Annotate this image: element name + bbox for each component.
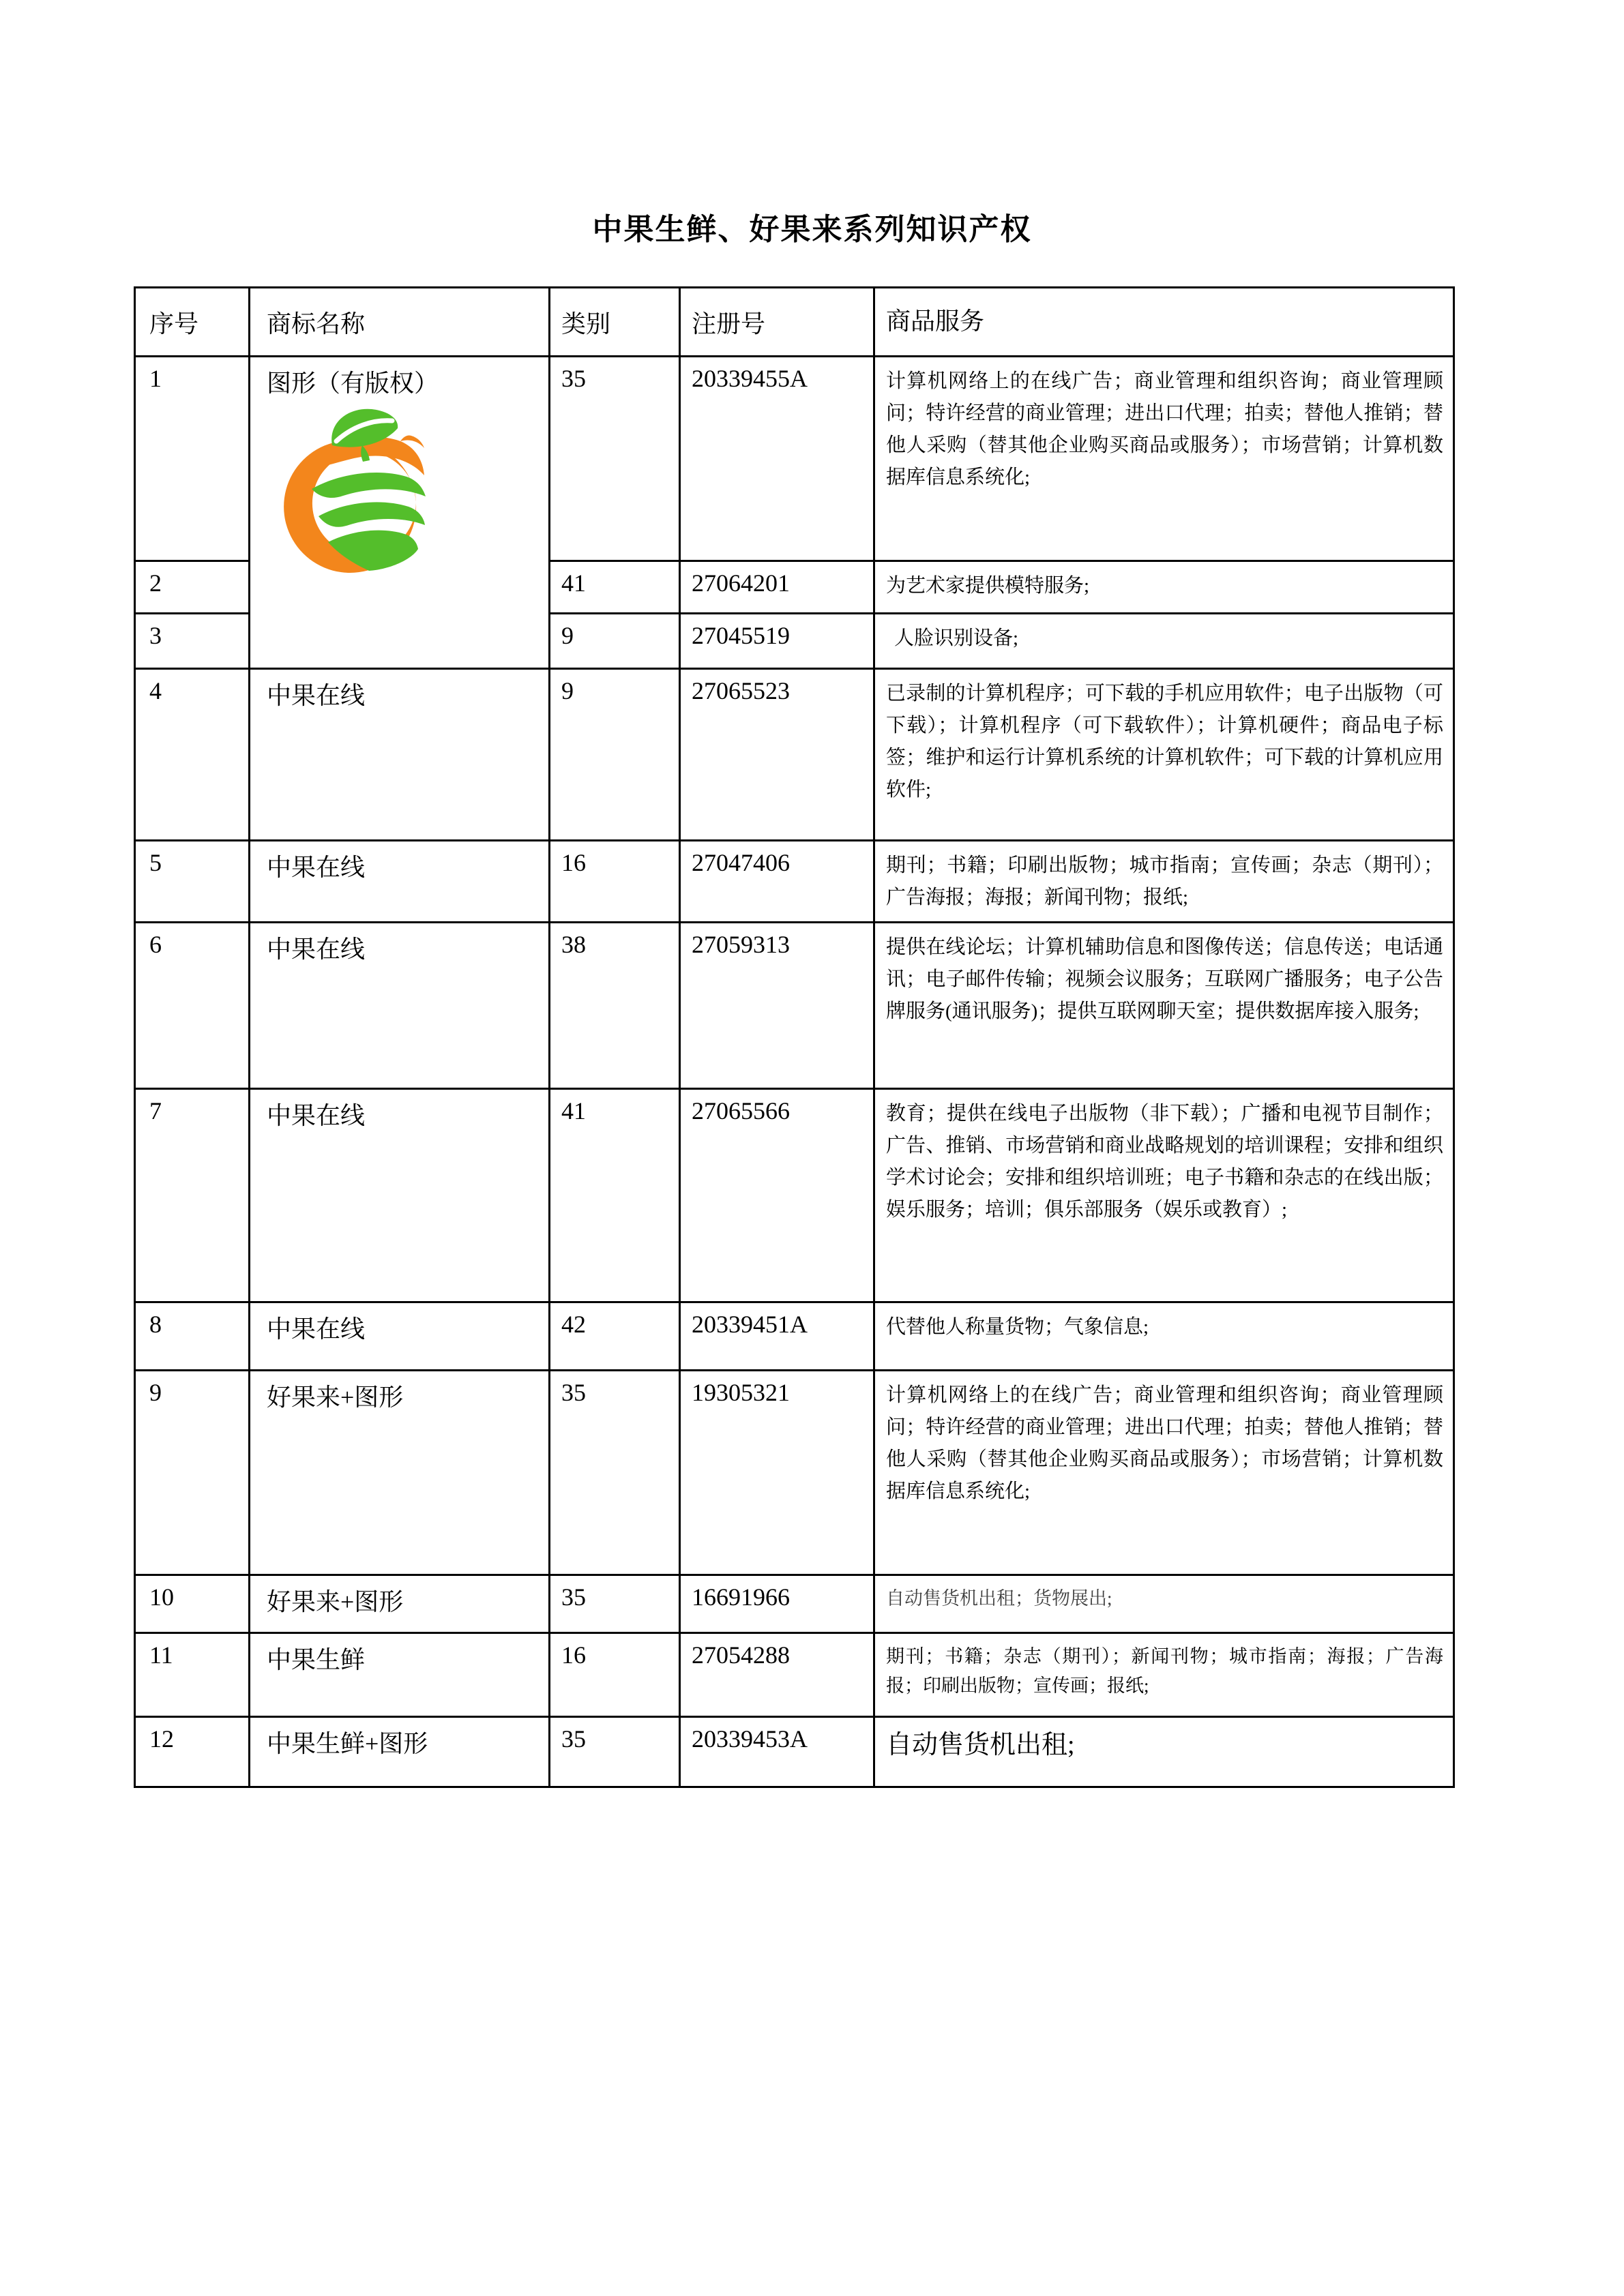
services-cell: 教育；提供在线电子出版物（非下载）；广播和电视节目制作；广告、推销、市场营销和商业战略规划的培训课程；安排和组织学术讨论会；安排和组织培训班；电子书籍和杂志的在线出版；娱乐服务；培训；俱乐部服务（娱乐或教育）; bbox=[874, 1089, 1454, 1302]
trademark-name-cell: 好果来+图形 bbox=[250, 1371, 550, 1575]
services-cell: 期刊；书籍；杂志（期刊）；新闻刊物；城市指南；海报；广告海报；印刷出版物；宣传画；报纸; bbox=[874, 1633, 1454, 1717]
header-services: 商品服务 bbox=[874, 288, 1454, 357]
trademark-name-cell: 中果生鲜 bbox=[250, 1633, 550, 1717]
trademark-name-cell: 中果在线 bbox=[250, 923, 550, 1089]
reg-cell: 19305321 bbox=[680, 1371, 874, 1575]
class-cell: 42 bbox=[550, 1302, 680, 1371]
services-cell: 期刊；书籍；印刷出版物；城市指南；宣传画；杂志（期刊）；广告海报；海报；新闻刊物；报纸; bbox=[874, 841, 1454, 923]
serial-cell: 4 bbox=[135, 669, 250, 841]
header-reg: 注册号 bbox=[680, 288, 874, 357]
reg-cell: 27047406 bbox=[680, 841, 874, 923]
table-row bbox=[135, 923, 1454, 1089]
services-cell: 人脸识别设备; bbox=[874, 614, 1454, 669]
reg-cell: 27065566 bbox=[680, 1089, 874, 1302]
reg-cell: 27064201 bbox=[680, 561, 874, 614]
class-cell: 35 bbox=[550, 357, 680, 561]
services-cell: 提供在线论坛；计算机辅助信息和图像传送；信息传送；电话通讯；电子邮件传输；视频会议服务；互联网广播服务；电子公告牌服务(通讯服务)；提供互联网聊天室；提供数据库接入服务; bbox=[874, 923, 1454, 1089]
class-cell: 9 bbox=[550, 614, 680, 669]
services-cell: 已录制的计算机程序；可下载的手机应用软件；电子出版物（可下载）；计算机程序（可下载软件）；计算机硬件；商品电子标签；维护和运行计算机系统的计算机软件；可下载的计算机应用软件; bbox=[874, 669, 1454, 841]
class-cell: 9 bbox=[550, 669, 680, 841]
table-row bbox=[135, 1633, 1454, 1717]
serial-cell: 12 bbox=[135, 1717, 250, 1787]
serial-cell: 2 bbox=[135, 561, 250, 614]
reg-cell: 27065523 bbox=[680, 669, 874, 841]
class-cell: 35 bbox=[550, 1717, 680, 1787]
trademark-name-cell: 中果在线 bbox=[250, 1302, 550, 1371]
serial-cell: 1 bbox=[135, 357, 250, 561]
table-row bbox=[135, 1575, 1454, 1633]
class-cell: 16 bbox=[550, 1633, 680, 1717]
header-serial: 序号 bbox=[135, 288, 250, 357]
reg-cell: 27059313 bbox=[680, 923, 874, 1089]
table-row bbox=[135, 1371, 1454, 1575]
fruit-logo-icon bbox=[267, 406, 437, 575]
class-cell: 35 bbox=[550, 1575, 680, 1633]
trademark-name-cell bbox=[250, 357, 550, 669]
class-cell: 35 bbox=[550, 1371, 680, 1575]
table-row bbox=[135, 669, 1454, 841]
trademark-name-cell: 中果生鲜+图形 bbox=[250, 1717, 550, 1787]
header-class: 类别 bbox=[550, 288, 680, 357]
trademark-name-cell: 中果在线 bbox=[250, 669, 550, 841]
trademark-name-cell: 中果在线 bbox=[250, 841, 550, 923]
services-cell: 计算机网络上的在线广告；商业管理和组织咨询；商业管理顾问；特许经营的商业管理；进出口代理；拍卖；替他人推销；替他人采购（替其他企业购买商品或服务）；市场营销；计算机数据库信息系统化; bbox=[874, 1371, 1454, 1575]
header-name: 商标名称 bbox=[250, 288, 550, 357]
table-header-row bbox=[135, 288, 1454, 357]
serial-cell: 6 bbox=[135, 923, 250, 1089]
trademark-name: 图形（有版权） bbox=[267, 370, 439, 397]
trademark-table bbox=[134, 286, 1455, 1788]
table-row bbox=[135, 841, 1454, 923]
trademark-logo bbox=[267, 406, 437, 575]
reg-cell: 27045519 bbox=[680, 614, 874, 669]
class-cell: 38 bbox=[550, 923, 680, 1089]
logo-wave-2 bbox=[319, 502, 425, 526]
serial-cell: 10 bbox=[135, 1575, 250, 1633]
class-cell: 16 bbox=[550, 841, 680, 923]
class-cell: 41 bbox=[550, 1089, 680, 1302]
services-cell: 自动售货机出租; bbox=[874, 1717, 1454, 1787]
services-cell: 代替他人称量货物；气象信息; bbox=[874, 1302, 1454, 1371]
serial-cell: 5 bbox=[135, 841, 250, 923]
table-row bbox=[135, 357, 1454, 561]
services-cell: 自动售货机出租；货物展出; bbox=[874, 1575, 1454, 1633]
serial-cell: 11 bbox=[135, 1633, 250, 1717]
services-cell: 计算机网络上的在线广告；商业管理和组织咨询；商业管理顾问；特许经营的商业管理；进出口代理；拍卖；替他人推销；替他人采购（替其他企业购买商品或服务）；市场营销；计算机数据库信息系统化; bbox=[874, 357, 1454, 561]
table-row bbox=[135, 1302, 1454, 1371]
reg-cell: 20339455A bbox=[680, 357, 874, 561]
page-title: 中果生鲜、好果来系列知识产权 bbox=[592, 213, 1032, 246]
reg-cell: 20339451A bbox=[680, 1302, 874, 1371]
serial-cell: 3 bbox=[135, 614, 250, 669]
table-row bbox=[135, 1089, 1454, 1302]
services-cell: 为艺术家提供模特服务; bbox=[874, 561, 1454, 614]
table-row bbox=[135, 1717, 1454, 1787]
trademark-name-cell: 中果在线 bbox=[250, 1089, 550, 1302]
serial-cell: 8 bbox=[135, 1302, 250, 1371]
class-cell: 41 bbox=[550, 561, 680, 614]
serial-cell: 7 bbox=[135, 1089, 250, 1302]
reg-cell: 16691966 bbox=[680, 1575, 874, 1633]
reg-cell: 20339453A bbox=[680, 1717, 874, 1787]
serial-cell: 9 bbox=[135, 1371, 250, 1575]
reg-cell: 27054288 bbox=[680, 1633, 874, 1717]
trademark-name-cell: 好果来+图形 bbox=[250, 1575, 550, 1633]
